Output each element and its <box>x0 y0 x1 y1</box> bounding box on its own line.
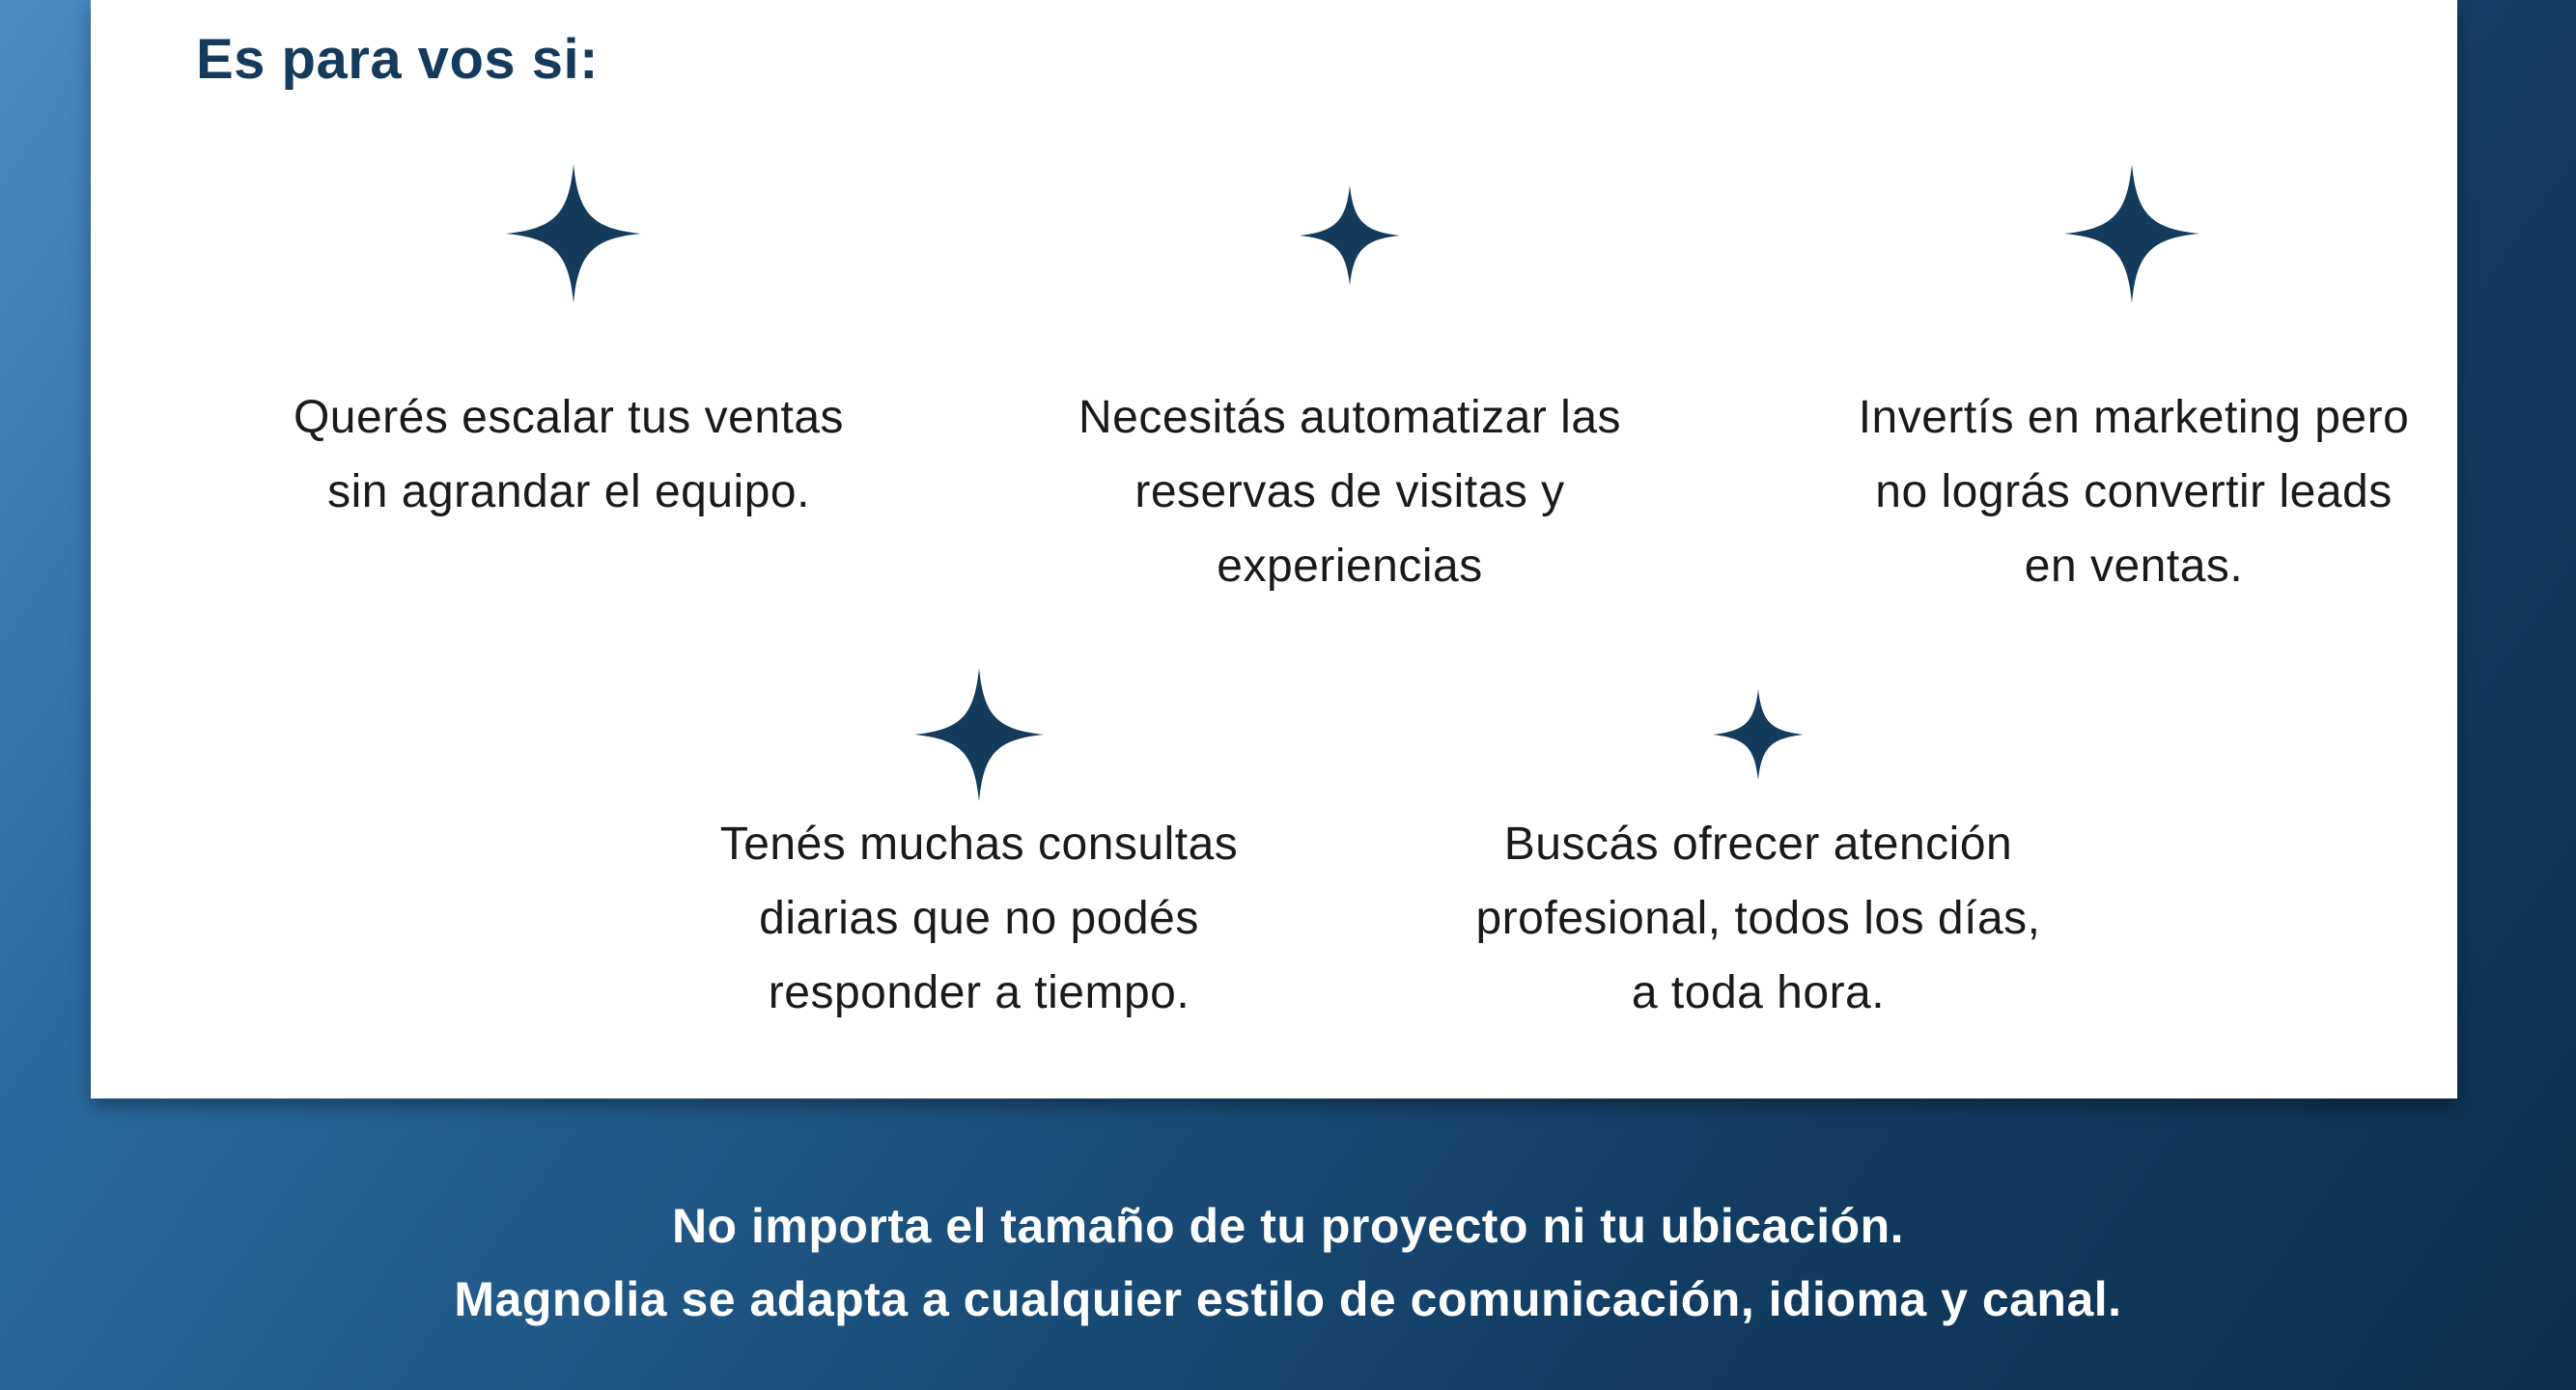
feature-text: Necesitás automatizar las reservas de visitas y experiencias <box>1078 392 1622 592</box>
feature-text: Querés escalar tus ventas sin agrandar el equipo. <box>293 392 845 517</box>
footer-line-2: Magnolia se adapta a cualquier estilo de comunicación, idioma y canal. <box>454 1272 2122 1326</box>
feature-text: Tenés muchas consultas diarias que no podés responder a tiempo. <box>719 819 1239 1018</box>
section-heading: Es para vos si: <box>196 28 599 91</box>
feature-text: Buscás ofrecer atención profesional, todos los días, a toda hora. <box>1475 819 2041 1018</box>
footer-message <box>0 1189 2576 1336</box>
feature-text: Invertís en marketing pero no lográs convertir leads en ventas. <box>1858 392 2410 592</box>
sparkle-icon <box>1713 689 1804 780</box>
content-card <box>91 0 2457 1098</box>
feature-item <box>559 0 1399 1062</box>
sparkle-icon <box>914 668 1044 801</box>
footer-line-1: No importa el tamaño de tu proyecto ni tu ubicación. <box>671 1199 1905 1253</box>
feature-item <box>1338 0 2178 1062</box>
